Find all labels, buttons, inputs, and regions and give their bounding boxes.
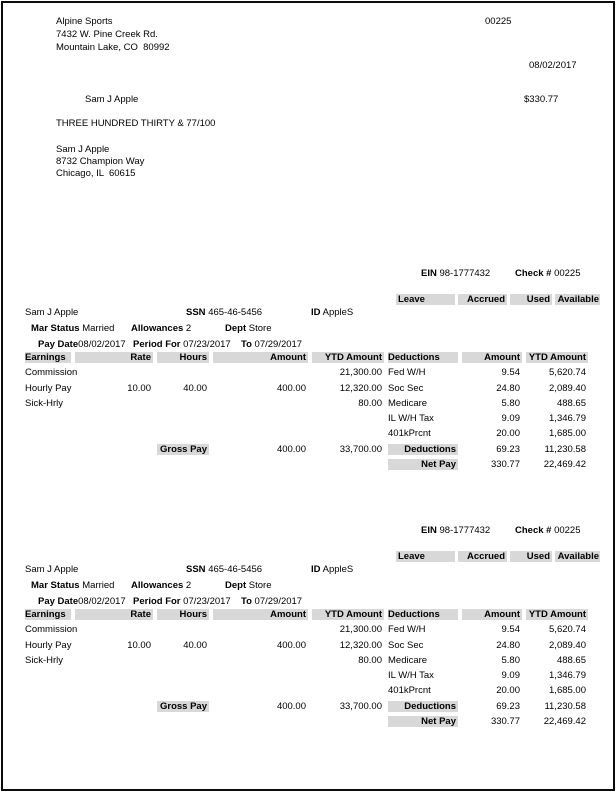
pay-date-label: Pay Date [38,596,79,607]
stub-check-line [515,268,581,280]
allowances-field [131,323,191,335]
deductions-total-ytd: 11,230.58 [544,443,586,455]
table-cell [213,367,308,382]
table-cell: 401kPrcnt [388,685,431,697]
check-number-label: Check # [515,525,552,536]
table-cell: 80.00 [358,397,382,409]
dept-value: Store [248,580,272,591]
stub-check-number: 00225 [554,268,581,279]
table-cell: 2,089.40 [549,382,586,394]
table-cell [75,624,153,639]
table-cell: 20.00 [496,428,520,440]
stub-check-number: 00225 [554,525,581,536]
pay-stub-upper [3,265,616,479]
table-cell [25,701,71,716]
gross-pay-amount: 400.00 [276,443,306,455]
table-cell [25,670,71,685]
table-cell: 1,685.00 [549,428,586,440]
table-cell: Soc Sec [388,382,424,394]
employee-name: Sam J Apple [25,307,79,318]
table-cell [312,670,384,685]
id-label: ID [311,307,321,318]
gross-pay-label: Gross Pay [157,701,209,712]
table-header-amount: Amount [213,609,308,620]
table-cell: IL W/H Tax [388,413,434,425]
table-cell [75,428,153,443]
table-cell: Commission [25,367,78,379]
net-pay-label: Net Pay [388,459,458,470]
net-pay-ytd: 22,469.42 [543,716,586,728]
net-pay-label: Net Pay [388,716,458,727]
ssn-field [186,307,262,319]
dept-field [225,580,271,592]
table-cell [312,716,384,731]
dept-value: Store [248,323,272,334]
gross-pay-label: Gross Pay [157,444,209,455]
dept-label: Dept [225,580,247,591]
net-pay-ytd: 22,469.42 [543,459,586,471]
table-cell: Medicare [388,654,428,666]
stub-check-line [515,525,581,537]
table-cell [157,398,209,413]
table-cell: 488.65 [556,397,586,409]
table-cell: 5,620.74 [549,624,586,636]
to-label: To [241,596,252,607]
earnings-deductions-table [25,609,588,731]
table-cell [312,413,384,428]
table-cell [157,367,209,382]
id-label: ID [311,564,321,575]
table-cell [75,670,153,685]
table-cell [157,413,209,428]
leave-header-leave: Leave [396,551,455,562]
table-cell [75,459,153,474]
table-cell [25,444,71,459]
marital-status-value: Married [82,323,115,334]
allowances-label: Allowances [131,323,184,334]
leave-header-leave: Leave [396,294,455,305]
table-cell [75,701,153,716]
allowances-field [131,580,191,592]
leave-header-accrued: Accrued [458,551,507,562]
table-cell [75,398,153,413]
ssn-label: SSN [186,564,206,575]
table-cell [25,685,71,700]
table-cell: 5,620.74 [549,367,586,379]
deductions-total-amount: 69.23 [496,700,520,712]
leave-header-available: Available [555,294,600,305]
table-header-hours: Hours [157,609,209,620]
gross-pay-ytd: 33,700.00 [339,700,382,712]
table-cell [25,459,71,474]
table-cell [213,670,308,685]
table-cell [312,685,384,700]
table-cell [312,428,384,443]
table-header-ded-amount: Amount [462,352,522,363]
table-cell [157,655,209,670]
gross-pay-amount: 400.00 [276,700,306,712]
leave-header-used: Used [510,551,552,562]
company-address-line1: 7432 W. Pine Creek Rd. [56,29,158,40]
table-cell: Hourly Pay [25,382,72,394]
period-start-value: 07/23/2017 [183,596,231,607]
table-cell [75,716,153,731]
ein-value: 98-1777432 [439,268,491,279]
check-date: 08/02/2017 [529,60,577,71]
table-cell [213,685,308,700]
period-for-label: Period For [133,596,181,607]
period-start-value: 07/23/2017 [183,339,231,350]
table-header-rate: Rate [75,609,153,620]
ssn-value: 465-46-5456 [208,307,263,318]
table-cell [157,459,209,474]
ein-line [421,268,490,280]
table-cell [213,413,308,428]
table-cell: 1,346.79 [549,670,586,682]
period-to-field [241,339,302,351]
table-cell: 400.00 [276,639,306,651]
marital-status-field [31,323,114,335]
table-header-ytd-amount: YTD Amount [312,352,384,363]
leave-header-used: Used [510,294,552,305]
table-cell: 5.80 [501,397,520,409]
table-cell: 80.00 [358,654,382,666]
table-cell [213,716,308,731]
table-header-earnings: Earnings [25,352,71,363]
to-label: To [241,339,252,350]
table-cell: Sick-Hrly [25,397,63,409]
table-cell: 1,346.79 [549,413,586,425]
table-cell: 24.80 [496,382,520,394]
dept-field [225,323,271,335]
pay-date-label: Pay Date [38,339,79,350]
table-cell: 24.80 [496,639,520,651]
table-cell: 1,685.00 [549,685,586,697]
table-cell [157,428,209,443]
ein-value: 98-1777432 [439,525,491,536]
table-cell [157,685,209,700]
ein-label: EIN [421,268,437,279]
table-cell: Sick-Hrly [25,654,63,666]
allowances-value: 2 [185,323,192,334]
payee-address-name: Sam J Apple [56,144,110,155]
table-cell [213,624,308,639]
table-header-earnings: Earnings [25,609,71,620]
pay-date-field [38,596,126,608]
leave-header-accrued: Accrued [458,294,507,305]
check-page [1,1,615,791]
ein-label: EIN [421,525,437,536]
table-cell [75,413,153,428]
table-cell: 401kPrcnt [388,428,431,440]
period-for-field [133,339,231,351]
table-cell [312,459,384,474]
table-header-ded-amount: Amount [462,609,522,620]
table-header-ded-ytd: YTD Amount [526,609,588,620]
table-cell: 10.00 [127,639,151,651]
table-cell [213,398,308,413]
table-cell: 20.00 [496,685,520,697]
table-cell: 400.00 [276,382,306,394]
period-for-field [133,596,231,608]
table-cell [157,670,209,685]
leave-header-strip [396,294,600,305]
deductions-total-amount: 69.23 [496,443,520,455]
allowances-value: 2 [185,580,192,591]
payee-address-city: Chicago, IL 60615 [56,168,136,179]
ssn-field [186,564,262,576]
amount-in-words: THREE HUNDRED THIRTY & 77/100 [56,118,216,129]
table-header-ytd-amount: YTD Amount [312,609,384,620]
table-header-deductions: Deductions [388,352,458,363]
table-cell: 12,320.00 [339,639,382,651]
ein-line [421,525,490,537]
table-cell: 5.80 [501,654,520,666]
table-cell [213,459,308,474]
period-end-value: 07/29/2017 [254,339,303,350]
table-cell: Fed W/H [388,367,426,379]
table-cell: 9.09 [501,413,520,425]
table-cell [157,716,209,731]
period-to-field [241,596,302,608]
employee-id-field [311,307,353,319]
leave-header-available: Available [555,551,600,562]
table-cell: Commission [25,624,78,636]
id-value: AppleS [322,307,354,318]
table-cell: 40.00 [183,382,207,394]
table-header-hours: Hours [157,352,209,363]
table-cell: 9.54 [501,624,520,636]
period-for-label: Period For [133,339,181,350]
pay-date-value: 08/02/2017 [78,596,126,607]
deductions-total-label: Deductions [388,701,458,712]
table-header-amount: Amount [213,352,308,363]
table-cell: 40.00 [183,639,207,651]
table-cell [75,367,153,382]
payee-name: Sam J Apple [85,94,139,105]
period-end-value: 07/29/2017 [254,596,303,607]
table-cell [25,413,71,428]
table-cell: 9.09 [501,670,520,682]
marital-status-label: Mar Status [31,323,80,334]
table-cell: 2,089.40 [549,639,586,651]
ssn-label: SSN [186,307,206,318]
marital-status-field [31,580,114,592]
check-number-label: Check # [515,268,552,279]
table-cell [25,716,71,731]
net-pay-amount: 330.77 [490,459,520,471]
table-cell: IL W/H Tax [388,670,434,682]
gross-pay-ytd: 33,700.00 [339,443,382,455]
company-name: Alpine Sports [56,16,113,27]
table-cell: 21,300.00 [339,367,382,379]
table-cell [213,655,308,670]
table-cell: 9.54 [501,367,520,379]
table-header-ded-ytd: YTD Amount [526,352,588,363]
company-address-line2: Mountain Lake, CO 80992 [56,42,170,53]
ssn-value: 465-46-5456 [208,564,263,575]
table-cell: 488.65 [556,654,586,666]
table-header-deductions: Deductions [388,609,458,620]
table-cell [75,655,153,670]
dept-label: Dept [225,323,247,334]
deductions-total-label: Deductions [388,444,458,455]
pay-date-field [38,339,126,351]
table-cell: 21,300.00 [339,624,382,636]
allowances-label: Allowances [131,580,184,591]
table-cell: 10.00 [127,382,151,394]
table-cell [75,685,153,700]
employee-name: Sam J Apple [25,564,79,575]
pay-stub-lower [3,522,616,736]
earnings-deductions-table [25,352,588,474]
table-cell: Soc Sec [388,639,424,651]
id-value: AppleS [322,564,354,575]
pay-date-value: 08/02/2017 [78,339,126,350]
table-cell: Fed W/H [388,624,426,636]
check-number: 00225 [485,16,512,27]
table-cell [75,444,153,459]
table-cell: Medicare [388,397,428,409]
payee-address-street: 8732 Champion Way [56,156,145,167]
table-cell: Hourly Pay [25,639,72,651]
check-amount: $330.77 [524,94,559,105]
table-cell: 12,320.00 [339,382,382,394]
marital-status-label: Mar Status [31,580,80,591]
net-pay-amount: 330.77 [490,716,520,728]
table-cell [157,624,209,639]
employee-id-field [311,564,353,576]
deductions-total-ytd: 11,230.58 [544,700,586,712]
table-cell [213,428,308,443]
table-cell [25,428,71,443]
leave-header-strip [396,551,600,562]
table-header-rate: Rate [75,352,153,363]
marital-status-value: Married [82,580,115,591]
